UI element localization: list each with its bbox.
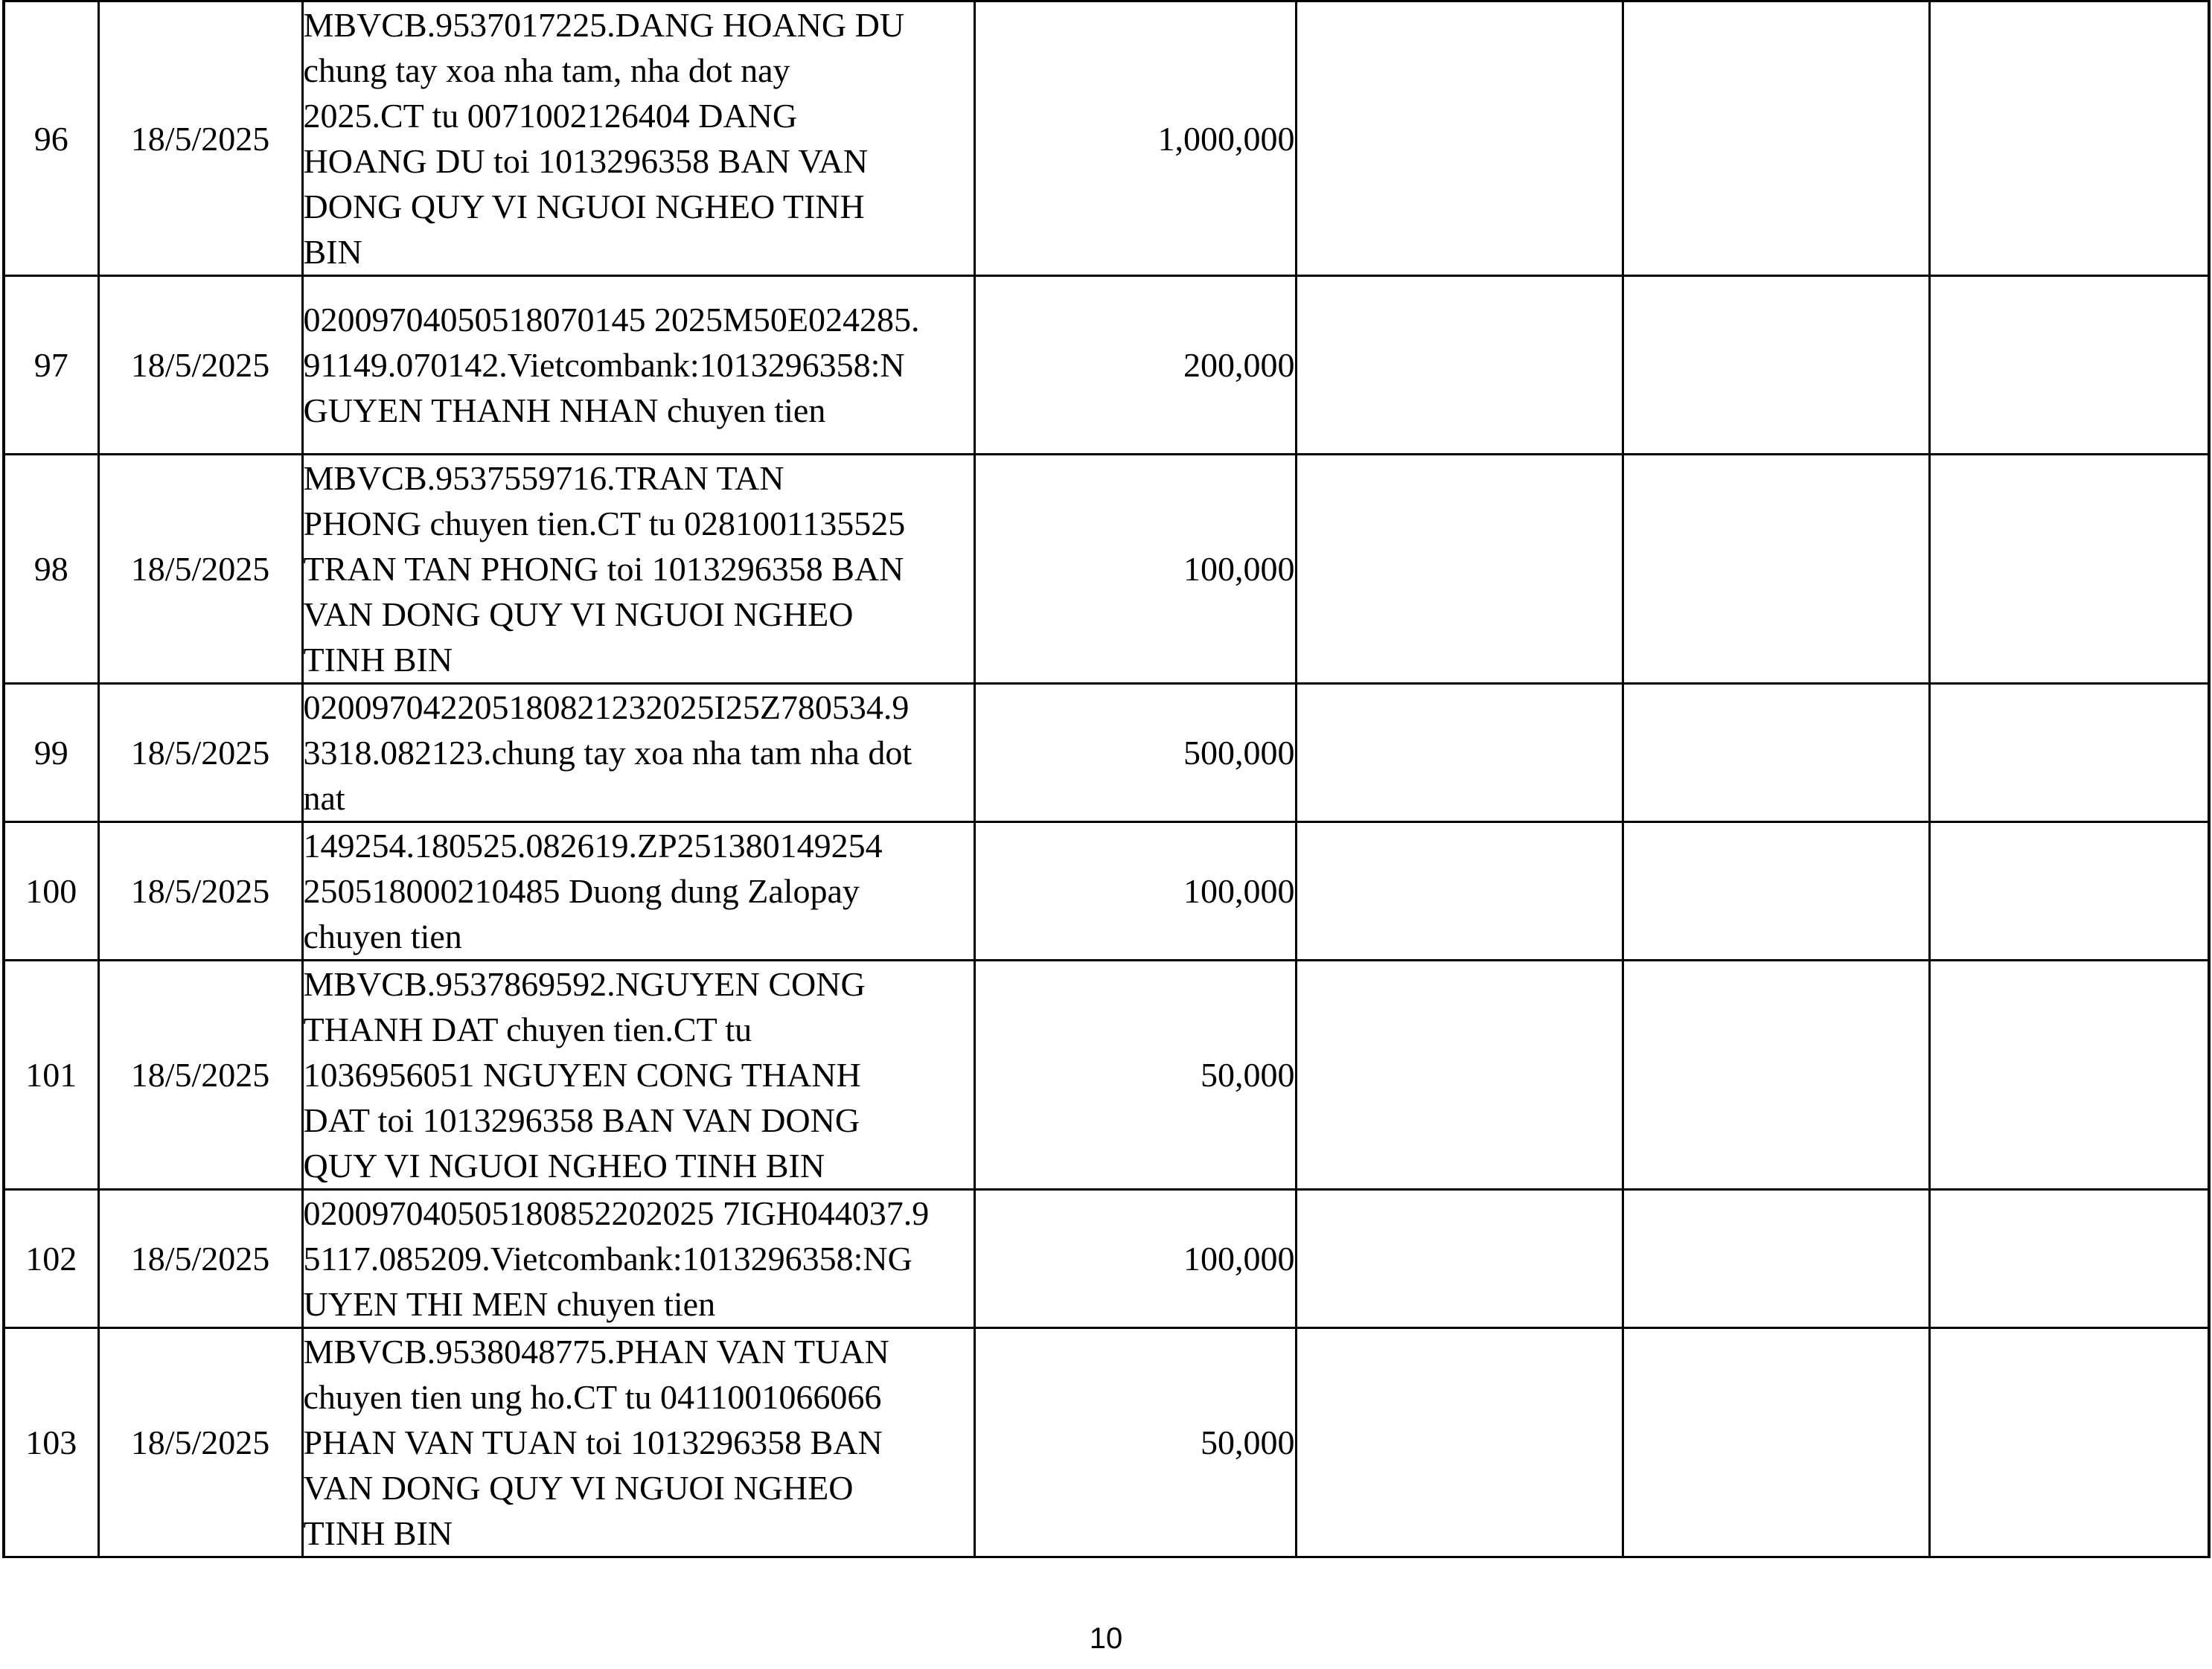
description-cell: MBVCB.9537869592.NGUYEN CONG THANH DAT chuyen tien.CT tu 1036956051 NGUYEN CONG THANH DAT toi 1013296358 BAN VAN DONG QUY VI NGUOI NGHEO TINH BIN [302, 961, 974, 1190]
empty-cell [1929, 822, 2209, 961]
empty-cell [1623, 276, 1929, 455]
amount-cell: 200,000 [974, 276, 1296, 455]
table-row [4, 684, 2209, 822]
description-cell: 149254.180525.082619.ZP251380149254 250518000210485 Duong dung Zalopay chuyen tien [302, 822, 974, 961]
empty-cell [1296, 822, 1623, 961]
empty-cell [1623, 822, 1929, 961]
table-row [4, 1190, 2209, 1328]
transaction-table-body [4, 1, 2209, 1557]
empty-cell [1623, 1190, 1929, 1328]
date-cell: 18/5/2025 [98, 1328, 302, 1557]
amount-cell: 100,000 [974, 455, 1296, 684]
row-number-cell: 100 [4, 822, 98, 961]
row-number-cell: 102 [4, 1190, 98, 1328]
empty-cell [1623, 455, 1929, 684]
description-cell: 020097042205180821232025I25Z780534.9 3318.082123.chung tay xoa nha tam nha dot nat [302, 684, 974, 822]
empty-cell [1296, 961, 1623, 1190]
table-row [4, 1, 2209, 276]
amount-cell: 100,000 [974, 1190, 1296, 1328]
empty-cell [1296, 1190, 1623, 1328]
empty-cell [1929, 1190, 2209, 1328]
empty-cell [1623, 1, 1929, 276]
empty-cell [1929, 1328, 2209, 1557]
empty-cell [1296, 276, 1623, 455]
row-number-cell: 98 [4, 455, 98, 684]
row-number-cell: 96 [4, 1, 98, 276]
amount-cell: 100,000 [974, 822, 1296, 961]
description-cell: MBVCB.9537559716.TRAN TAN PHONG chuyen tien.CT tu 0281001135525 TRAN TAN PHONG toi 1013296358 BAN VAN DONG QUY VI NGUOI NGHEO TINH BIN [302, 455, 974, 684]
row-number-cell: 101 [4, 961, 98, 1190]
amount-cell: 1,000,000 [974, 1, 1296, 276]
date-cell: 18/5/2025 [98, 455, 302, 684]
date-cell: 18/5/2025 [98, 822, 302, 961]
amount-cell: 50,000 [974, 961, 1296, 1190]
empty-cell [1296, 1, 1623, 276]
empty-cell [1929, 455, 2209, 684]
description-cell: 020097040505180852202025 7IGH044037.9 5117.085209.Vietcombank:1013296358:NG UYEN THI MEN chuyen tien [302, 1190, 974, 1328]
empty-cell [1296, 455, 1623, 684]
table-row [4, 822, 2209, 961]
empty-cell [1623, 684, 1929, 822]
empty-cell [1929, 1, 2209, 276]
description-cell: MBVCB.9538048775.PHAN VAN TUAN chuyen tien ung ho.CT tu 0411001066066 PHAN VAN TUAN toi 1013296358 BAN VAN DONG QUY VI NGUOI NGHEO TINH BIN [302, 1328, 974, 1557]
row-number-cell: 97 [4, 276, 98, 455]
empty-cell [1929, 276, 2209, 455]
empty-cell [1623, 961, 1929, 1190]
date-cell: 18/5/2025 [98, 276, 302, 455]
table-row [4, 276, 2209, 455]
description-cell: 02009704050518070145 2025M50E024285. 91149.070142.Vietcombank:1013296358:N GUYEN THANH NHAN chuyen tien [302, 276, 974, 455]
description-cell: MBVCB.9537017225.DANG HOANG DU chung tay xoa nha tam, nha dot nay 2025.CT tu 0071002126404 DANG HOANG DU toi 1013296358 BAN VAN DONG QUY VI NGUOI NGHEO TINH BIN [302, 1, 974, 276]
empty-cell [1296, 1328, 1623, 1557]
transaction-table [2, 0, 2211, 1558]
date-cell: 18/5/2025 [98, 1190, 302, 1328]
amount-cell: 500,000 [974, 684, 1296, 822]
date-cell: 18/5/2025 [98, 961, 302, 1190]
empty-cell [1929, 961, 2209, 1190]
empty-cell [1296, 684, 1623, 822]
row-number-cell: 99 [4, 684, 98, 822]
table-row [4, 1328, 2209, 1557]
date-cell: 18/5/2025 [98, 684, 302, 822]
row-number-cell: 103 [4, 1328, 98, 1557]
table-row [4, 961, 2209, 1190]
date-cell: 18/5/2025 [98, 1, 302, 276]
amount-cell: 50,000 [974, 1328, 1296, 1557]
table-row [4, 455, 2209, 684]
empty-cell [1623, 1328, 1929, 1557]
empty-cell [1929, 684, 2209, 822]
page-number: 10 [1089, 1622, 1123, 1655]
